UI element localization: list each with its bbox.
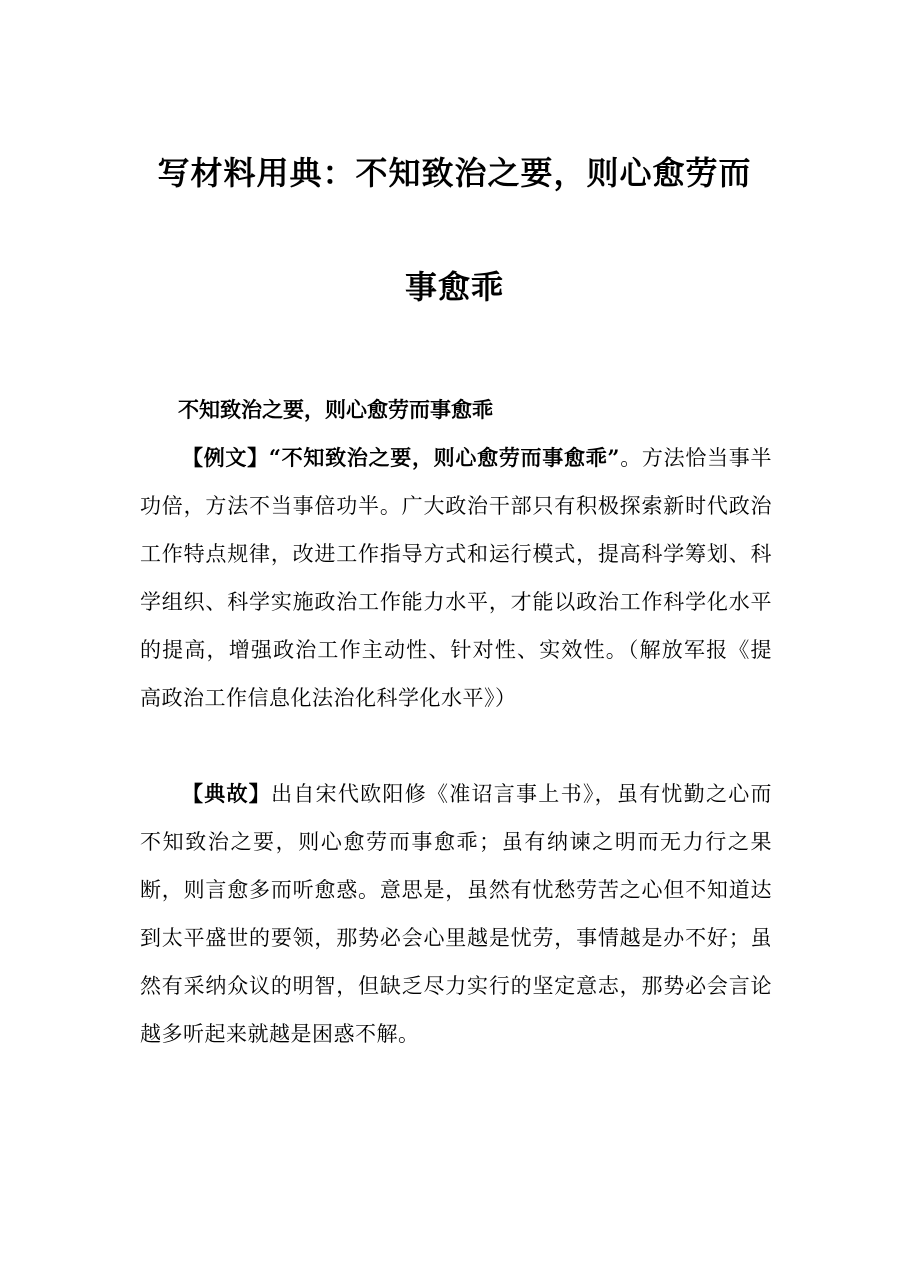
allusion-label: 【典故】 — [182, 781, 272, 806]
allusion-paragraph — [140, 770, 772, 1058]
example-paragraph — [140, 434, 772, 722]
example-quote: “不知致治之要，则心愈劳而事愈乖” — [268, 445, 620, 470]
title-line-1: 写材料用典：不知致治之要，则心愈劳而 — [157, 154, 752, 192]
subheading: 不知致治之要，则心愈劳而事愈乖 — [178, 397, 493, 422]
example-body: 。方法恰当事半功倍，方法不当事倍功半。广大政治干部只有积极探索新时代政治工作特点规律，改进工作指导方式和运行模式，提高科学筹划、科学组织、科学实施政治工作能力水平，才能以政治工作科学化水平的提高，增强政治工作主动性、针对性、实效性。（解放军报《提高政治工作信息化法治化科学化水平》） — [140, 446, 773, 710]
example-label: 【例文】 — [182, 445, 269, 470]
title-line-2: 事愈乖 — [404, 268, 504, 306]
allusion-body: 出自宋代欧阳修《准诏言事上书》，虽有忧勤之心而不知致治之要，则心愈劳而事愈乖；虽有纳谏之明而无力行之果断，则言愈多而听愈惑。意思是，虽然有忧愁劳苦之心但不知道达到太平盛世的要领，那势必会心里越是忧劳，事情越是办不好；虽然有采纳众议的明智，但缺乏尽力实行的坚定意志，那势必会言论越多听起来就越是困惑不解。 — [140, 782, 772, 1046]
